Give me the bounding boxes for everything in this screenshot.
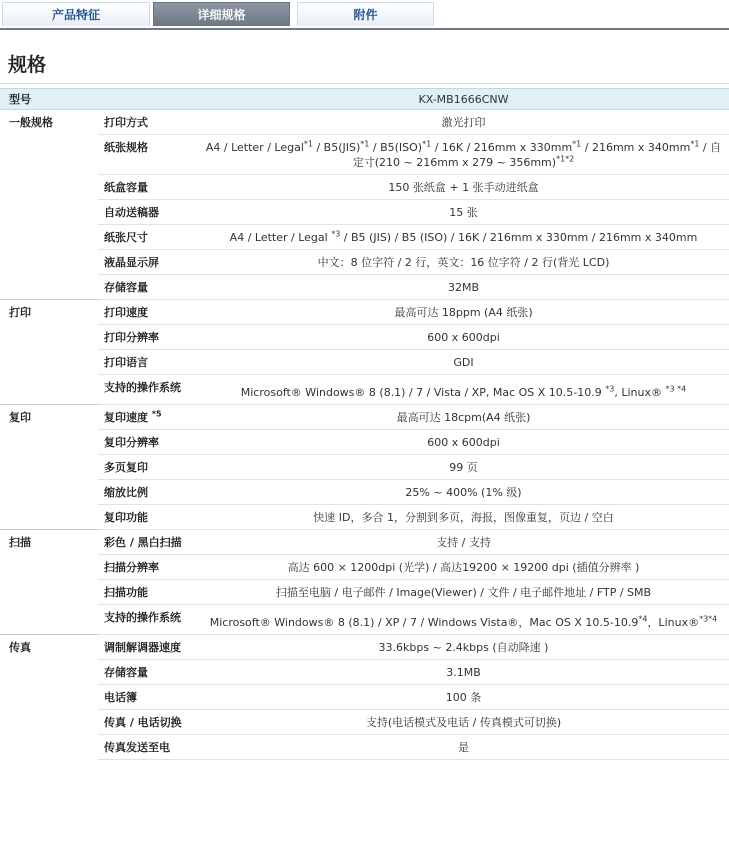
table-row (0, 530, 729, 555)
tab-detailed-specs[interactable]: 详细规格 (153, 2, 290, 26)
table-row-model (0, 89, 729, 110)
table-row (0, 455, 729, 480)
table-row (0, 505, 729, 530)
spec-value: 150 张纸盒 + 1 张手动进纸盒 (198, 175, 729, 200)
spec-value: 600 x 600dpi (198, 325, 729, 350)
title-divider (0, 83, 729, 84)
spec-label: 纸盒容量 (98, 175, 198, 200)
spec-label: 复印分辨率 (98, 430, 198, 455)
spec-table (0, 88, 729, 760)
spec-value: GDI (198, 350, 729, 375)
spec-value: 100 条 (198, 685, 729, 710)
spec-label: 复印功能 (98, 505, 198, 530)
spec-label: 彩色 / 黑白扫描 (98, 530, 198, 555)
spec-label: 扫描功能 (98, 580, 198, 605)
table-row (0, 580, 729, 605)
table-row (0, 635, 729, 660)
spec-value: 支持 / 支持 (198, 530, 729, 555)
spec-value: 扫描至电脑 / 电子邮件 / Image(Viewer) / 文件 / 电子邮件地址 / FTP / SMB (198, 580, 729, 605)
spec-value: 600 x 600dpi (198, 430, 729, 455)
spec-value: 25% ~ 400% (1% 级) (198, 480, 729, 505)
spec-value: A4 / Letter / Legal$^{*1}$ / B5(JIS)$^{*1}$ / B5(ISO)$^{*1}$ / 16K / 216mm x $330mm^{*1} / 216mm$ x $340mm^{*1}$ / 自定寸(210 ~ 216mm x 279 ~ 356mm)$^{*1*2}$ (198, 135, 729, 175)
spec-value: 高达 600 × 1200dpi (光学) / 高达19200 × 19200 dpi (插值分辨率 ) (198, 555, 729, 580)
spec-label: 多页复印 (98, 455, 198, 480)
spec-value: 最高可达 18ppm (A4 纸张) (198, 300, 729, 325)
spec-label: 纸张尺寸 (98, 225, 198, 250)
spec-value: 激光打印 (198, 110, 729, 135)
table-row (0, 685, 729, 710)
spec-label: 存储容量 (98, 660, 198, 685)
spec-label: 纸张规格 (98, 135, 198, 175)
category-general: 一般规格 (0, 110, 98, 300)
spec-value: A4 / Letter / Legal $^{*3}$ / B5 (JIS) / B5 (ISO) / 16K / 216mm x 330mm / 216mm x 340mm (198, 225, 729, 250)
spec-label: 自动送稿器 (98, 200, 198, 225)
spec-label: 扫描分辨率 (98, 555, 198, 580)
table-row (0, 710, 729, 735)
spec-value: Microsoft® Windows® 8 (8.1) / XP / 7 / Windows Vista®，Mac OS X 10.5-10.9$^{*4}$，Linux®$^{*3*4}$ (198, 605, 729, 635)
table-row (0, 250, 729, 275)
spec-value: 99 页 (198, 455, 729, 480)
spec-value: 快速 ID，多合 1，分割到多页，海报，图像重复，页边 / 空白 (198, 505, 729, 530)
table-row (0, 375, 729, 405)
table-row (0, 300, 729, 325)
tab-bar (0, 0, 729, 30)
category-scan: 扫描 (0, 530, 98, 635)
table-row (0, 225, 729, 250)
spec-label: 液晶显示屏 (98, 250, 198, 275)
table-row (0, 135, 729, 175)
spec-value: 32MB (198, 275, 729, 300)
tab-product-features[interactable]: 产品特征 (2, 2, 150, 26)
spec-value: 最高可达 18cpm(A4 纸张) (198, 405, 729, 430)
model-value: KX-MB1666CNW (198, 89, 729, 110)
table-row (0, 325, 729, 350)
table-row (0, 605, 729, 635)
spec-label: 传真发送至电 (98, 735, 198, 760)
spec-value: 中文：8 位字符 / 2 行，英文：16 位字符 / 2 行(背光 LCD) (198, 250, 729, 275)
spec-label: 打印速度 (98, 300, 198, 325)
table-row (0, 110, 729, 135)
spec-label: 缩放比例 (98, 480, 198, 505)
spec-label: 打印语言 (98, 350, 198, 375)
spec-label: 打印分辨率 (98, 325, 198, 350)
category-copy: 复印 (0, 405, 98, 530)
spec-label: 支持的操作系统 (98, 605, 198, 635)
model-label: 型号 (0, 89, 98, 110)
table-row (0, 430, 729, 455)
table-row (0, 735, 729, 760)
table-row (0, 480, 729, 505)
spec-label: 复印速度 $^{*5}$ (98, 405, 198, 430)
spec-label: 电话簿 (98, 685, 198, 710)
spec-label: 打印方式 (98, 110, 198, 135)
table-row (0, 200, 729, 225)
category-print: 打印 (0, 300, 98, 405)
spec-value: 3.1MB (198, 660, 729, 685)
spec-label: 传真 / 电话切换 (98, 710, 198, 735)
spec-label: 调制解调器速度 (98, 635, 198, 660)
table-row (0, 660, 729, 685)
page-title: 规格 (8, 54, 47, 76)
spec-value: Microsoft® Windows® 8 (8.1) / 7 / Vista / XP, Mac OS X 10.5-10.9 $^{*3}$, Linux® $^{*3 *4}$ (198, 375, 729, 405)
table-row (0, 405, 729, 430)
table-row (0, 175, 729, 200)
category-fax: 传真 (0, 635, 98, 760)
table-row (0, 350, 729, 375)
spec-value: 15 张 (198, 200, 729, 225)
table-row (0, 555, 729, 580)
spec-value: 是 (198, 735, 729, 760)
spec-value: 33.6kbps ~ 2.4kbps (自动降速 ) (198, 635, 729, 660)
spec-label: 存储容量 (98, 275, 198, 300)
spec-value: 支持(电话模式及电话 / 传真模式可切换) (198, 710, 729, 735)
tab-accessories[interactable]: 附件 (297, 2, 434, 26)
spec-label: 支持的操作系统 (98, 375, 198, 405)
table-row (0, 275, 729, 300)
